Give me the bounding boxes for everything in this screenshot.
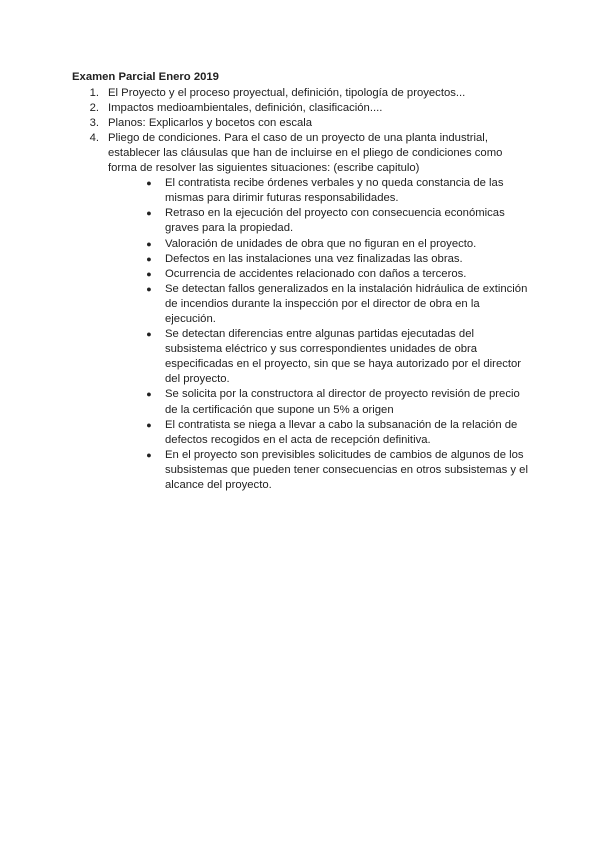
bullet-text: Ocurrencia de accidentes relacionado con daños a terceros. bbox=[165, 267, 467, 280]
item-text: Planos: Explicarlos y bocetos con escala bbox=[108, 116, 313, 129]
bullet-item bbox=[144, 418, 532, 448]
item-text: Impactos medioambientales, definición, clasificación.... bbox=[108, 101, 383, 114]
bullet-item bbox=[144, 327, 532, 387]
bullet-list bbox=[108, 176, 532, 493]
bullet-text: Se detectan fallos generalizados en la instalación hidráulica de extinción de incendios durante la inspección por el director de obra en la ejecución. bbox=[165, 282, 528, 325]
bullet-item bbox=[144, 282, 532, 327]
bullet-text: Se solicita por la constructora al director de proyecto revisión de precio de la certificación que supone un 5% a origen bbox=[165, 388, 520, 416]
bullet-item bbox=[144, 267, 532, 282]
bullet-text: Defectos en las instalaciones una vez finalizadas las obras. bbox=[165, 252, 463, 265]
item-number: 1. bbox=[89, 86, 99, 99]
bullet-text: El contratista se niega a llevar a cabo la subsanación de la relación de defectos recogidos en el acta de recepción definitiva. bbox=[165, 418, 518, 446]
bullet-item bbox=[144, 448, 532, 493]
list-item-2 bbox=[72, 101, 532, 116]
list-item-1 bbox=[72, 86, 532, 101]
bullet-icon: ● bbox=[146, 253, 152, 264]
bullet-icon: ● bbox=[146, 449, 152, 460]
bullet-item bbox=[144, 176, 532, 206]
bullet-icon: ● bbox=[146, 268, 152, 279]
bullet-item bbox=[144, 252, 532, 267]
bullet-icon: ● bbox=[146, 283, 152, 294]
bullet-icon: ● bbox=[146, 238, 152, 249]
bullet-text: Retraso en la ejecución del proyecto con consecuencia económicas graves para la propiedad. bbox=[165, 207, 505, 235]
bullet-item bbox=[144, 206, 532, 236]
bullet-icon: ● bbox=[146, 389, 152, 400]
bullet-icon: ● bbox=[146, 329, 152, 340]
bullet-item bbox=[144, 237, 532, 252]
document-title: Examen Parcial Enero 2019 bbox=[72, 71, 219, 83]
list-item-3 bbox=[72, 116, 532, 131]
item-number: 4. bbox=[89, 131, 99, 144]
document-content bbox=[72, 70, 532, 493]
item-number: 2. bbox=[89, 101, 99, 114]
item-text: El Proyecto y el proceso proyectual, definición, tipología de proyectos... bbox=[108, 86, 466, 99]
numbered-list bbox=[72, 86, 532, 494]
bullet-text: En el proyecto son previsibles solicitudes de cambios de algunos de los subsistemas que pueden tener consecuencias en otros subsistemas y el alcance del proyecto. bbox=[165, 448, 528, 492]
bullet-icon: ● bbox=[146, 208, 152, 219]
bullet-item bbox=[144, 387, 532, 417]
bullet-text: Se detectan diferencias entre algunas partidas ejecutadas del subsistema eléctrico y sus correspondientes unidades de obra especificadas en el proyecto, sin que se haya autorizado por el director del proyecto. bbox=[165, 328, 522, 386]
list-item-4 bbox=[72, 131, 532, 493]
bullet-text: Valoración de unidades de obra que no figuran en el proyecto. bbox=[165, 237, 477, 250]
bullet-text: El contratista recibe órdenes verbales y no queda constancia de las mismas para dirimir futuras responsabilidades. bbox=[165, 177, 504, 205]
bullet-icon: ● bbox=[146, 178, 152, 189]
item-text: Pliego de condiciones. Para el caso de un proyecto de una planta industrial, establecer las cláusulas que han de incluirse en el pliego de condiciones como forma de resolver las siguientes situaciones: (escribe capitulo) bbox=[108, 131, 503, 175]
item-number: 3. bbox=[89, 116, 99, 129]
bullet-icon: ● bbox=[146, 419, 152, 430]
